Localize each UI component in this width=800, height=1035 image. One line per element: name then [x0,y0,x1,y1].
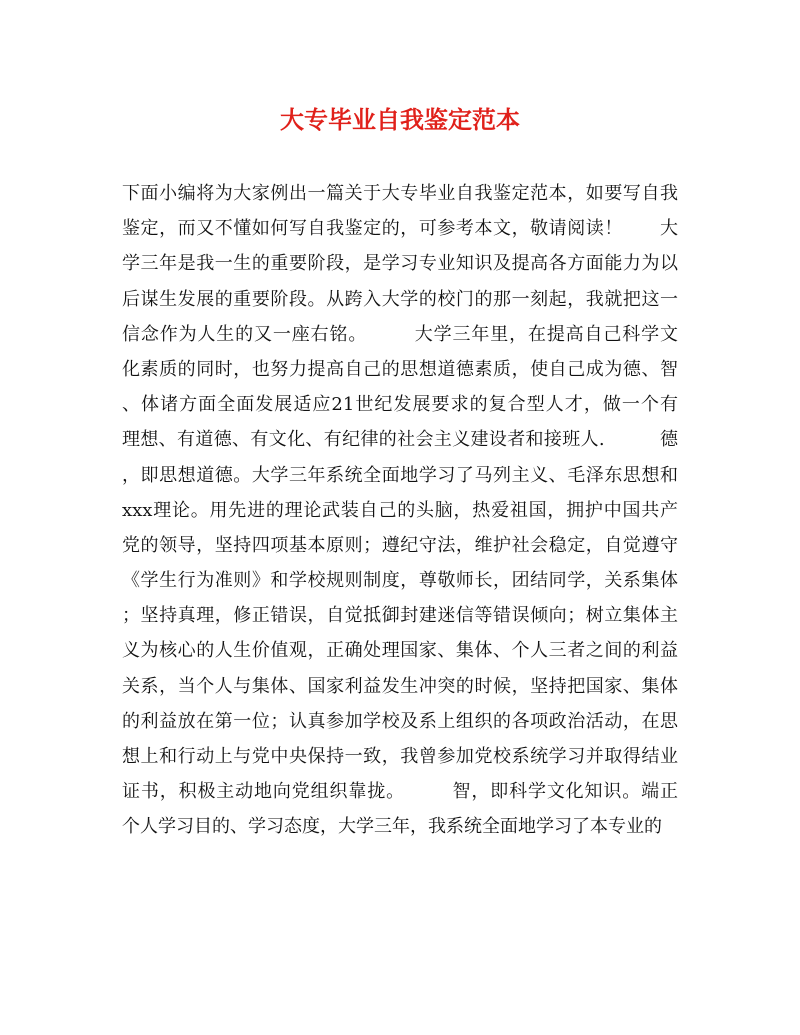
body-line: xxx理论。用先进的理论武装自己的头脑，热爱祖国，拥护中国共产 [122,499,678,521]
body-line: 化素质的同时，也努力提高自己的思想道德素质，使自己成为德、智 [122,358,678,380]
document-body [122,176,678,845]
document-title: 大专毕业自我鉴定范本 [280,105,520,134]
body-line: 理想、有道德、有文化、有纪律的社会主义建设者和接班人. 德 [122,429,678,451]
body-line: 下面小编将为大家例出一篇关于大专毕业自我鉴定范本，如要写自我 [122,183,678,204]
body-line: 想上和行动上与党中央保持一致，我曾参加党校系统学习并取得结业 [122,746,678,767]
body-line: 后谋生发展的重要阶段。从跨入大学的校门的那一刻起，我就把这一 [122,288,678,310]
body-line: 鉴定，而又不懂如何写自我鉴定的，可参考本文，敬请阅读！ 大 [122,218,678,240]
body-line: 的利益放在第一位；认真参加学校及系上组织的各项政治活动，在思 [122,710,678,732]
body-line: ，即思想道德。大学三年系统全面地学习了马列主义、毛泽东思想和 [122,464,678,486]
body-line: 信念作为人生的又一座右铭。 大学三年里，在提高自己科学文 [122,323,678,345]
body-line: 个人学习目的、学习态度，大学三年，我系统全面地学习了本专业的 [122,816,662,838]
body-line: 党的领导，坚持四项基本原则；遵纪守法，维护社会稳定，自觉遵守 [122,534,678,556]
body-line: 学三年是我一生的重要阶段，是学习专业知识及提高各方面能力为以 [122,253,678,275]
body-line: 义为核心的人生价值观，正确处理国家、集体、个人三者之间的利益 [122,640,678,662]
body-line: 、体诸方面全面发展适应21世纪发展要求的复合型人才，做一个有 [122,394,678,416]
body-line: 证书，积极主动地向党组织靠拢。 智，即科学文化知识。端正 [122,781,678,803]
body-line: ；坚持真理，修正错误，自觉抵御封建迷信等错误倾向；树立集体主 [122,605,678,627]
body-line: 关系，当个人与集体、国家利益发生冲突的时候，坚持把国家、集体 [122,675,678,697]
body-line: 《学生行为准则》和学校规则制度，尊敬师长，团结同学，关系集体 [122,570,678,592]
